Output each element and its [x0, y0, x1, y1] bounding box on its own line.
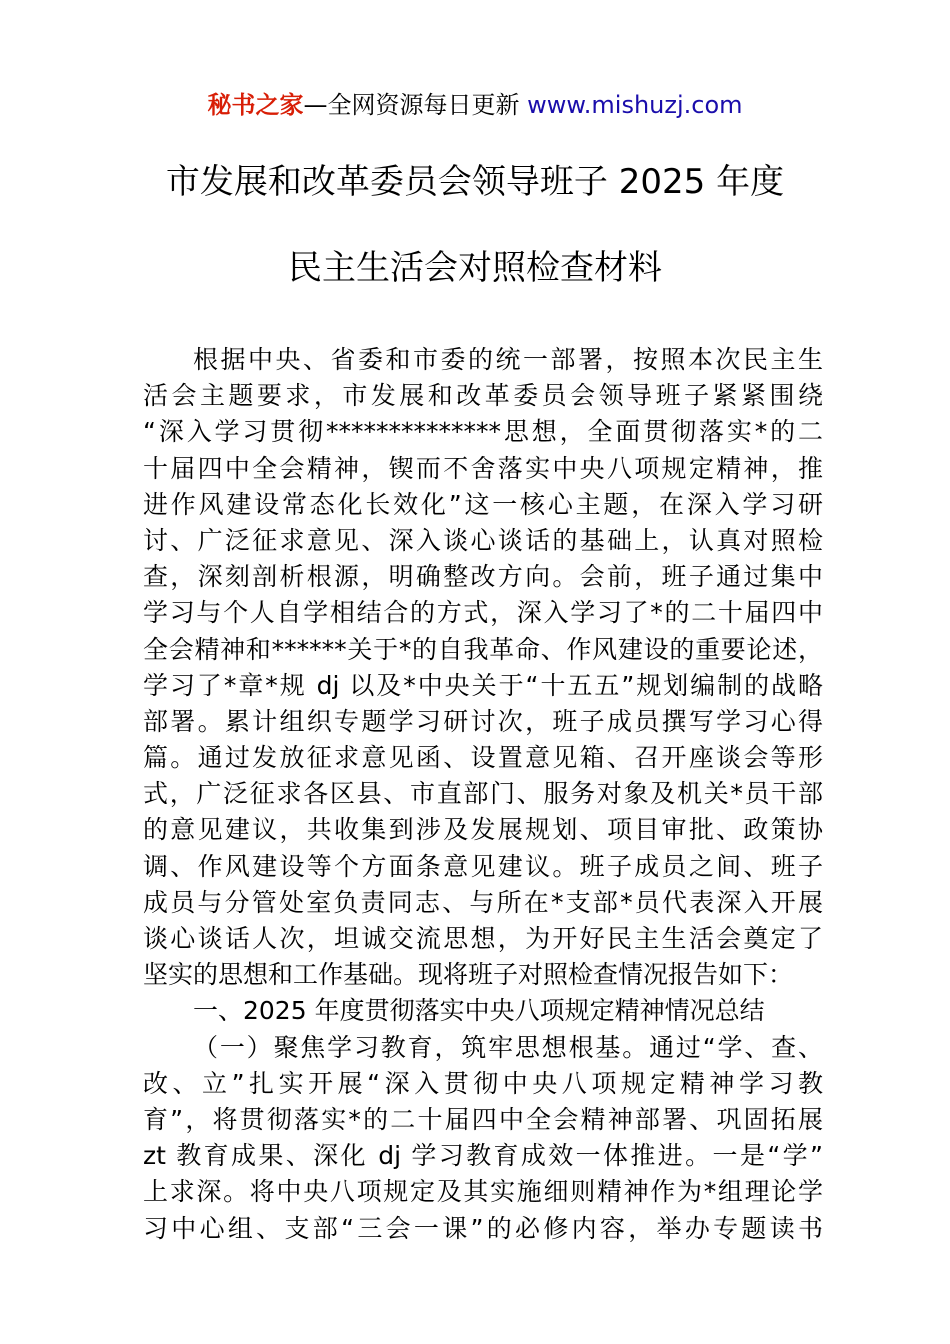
body-line: zt 教育成果、深化 dj 学习教育成效一体推进。一是“学”	[143, 1141, 823, 1171]
body-line: 学习与个人自学相结合的方式，深入学习了*的二十届四中	[143, 598, 823, 628]
body-line: 上求深。将中央八项规定及其实施细则精神作为*组理论学	[143, 1177, 823, 1207]
body-line: “深入学习贯彻**************思想，全面贯彻落实*的二	[143, 417, 823, 447]
title-line-1: 市发展和改革委员会领导班子 2025 年度	[165, 162, 785, 202]
body-line: 学习了*章*规 dj 以及*中央关于“十五五”规划编制的战略	[143, 670, 823, 700]
body-line: 育”，将贯彻落实*的二十届四中全会精神部署、巩固拓展	[143, 1104, 823, 1134]
body-line: 部署。累计组织专题学习研讨次，班子成员撰写学习心得	[143, 706, 823, 736]
body-line: 查，深刻剖析根源，明确整改方向。会前，班子通过集中	[143, 562, 823, 592]
body-line: 式，广泛征求各区县、市直部门、服务对象及机关*员干部	[143, 779, 823, 809]
body-line: 根据中央、省委和市委的统一部署，按照本次民主生	[193, 345, 823, 374]
body-line: 的意见建议，共收集到涉及发展规划、项目审批、政策协	[143, 815, 823, 845]
site-tagline: —全网资源每日更新	[303, 91, 528, 119]
body-line: 习中心组、支部“三会一课”的必修内容，举办专题读书	[143, 1213, 823, 1243]
site-header	[0, 88, 950, 122]
document-body	[143, 342, 823, 1247]
body-line: 坚实的思想和工作基础。现将班子对照检查情况报告如下：	[143, 960, 794, 990]
title-line-2: 民主生活会对照检查材料	[288, 248, 662, 288]
body-line: （一）聚焦学习教育，筑牢思想根基。通过“学、查、	[193, 1032, 823, 1062]
site-brand: 秘书之家	[207, 91, 304, 119]
section-heading: 一、2025 年度贯彻落实中央八项规定精神情况总结	[193, 996, 765, 1026]
site-url-link[interactable]: www.mishuzj.com	[527, 91, 743, 119]
body-line: 讨、广泛征求意见、深入谈心谈话的基础上，认真对照检	[143, 525, 823, 555]
body-line: 十届四中全会精神，锲而不舍落实中央八项规定精神，推	[143, 453, 823, 483]
body-line: 成员与分管处室负责同志、与所在*支部*员代表深入开展	[143, 887, 823, 917]
document-title	[0, 158, 950, 330]
body-line: 谈心谈话人次，坦诚交流思想，为开好民主生活会奠定了	[143, 924, 823, 953]
body-line: 调、作风建设等个方面条意见建议。班子成员之间、班子	[143, 851, 823, 881]
body-line: 改、立”扎实开展“深入贯彻中央八项规定精神学习教	[143, 1068, 823, 1098]
body-line: 篇。通过发放征求意见函、设置意见箱、召开座谈会等形	[143, 743, 823, 773]
body-line: 进作风建设常态化长效化”这一核心主题，在深入学习研	[143, 489, 823, 519]
body-line: 活会主题要求，市发展和改革委员会领导班子紧紧围绕	[143, 381, 823, 411]
body-line: 全会精神和******关于*的自我革命、作风建设的重要论述，	[143, 634, 823, 664]
